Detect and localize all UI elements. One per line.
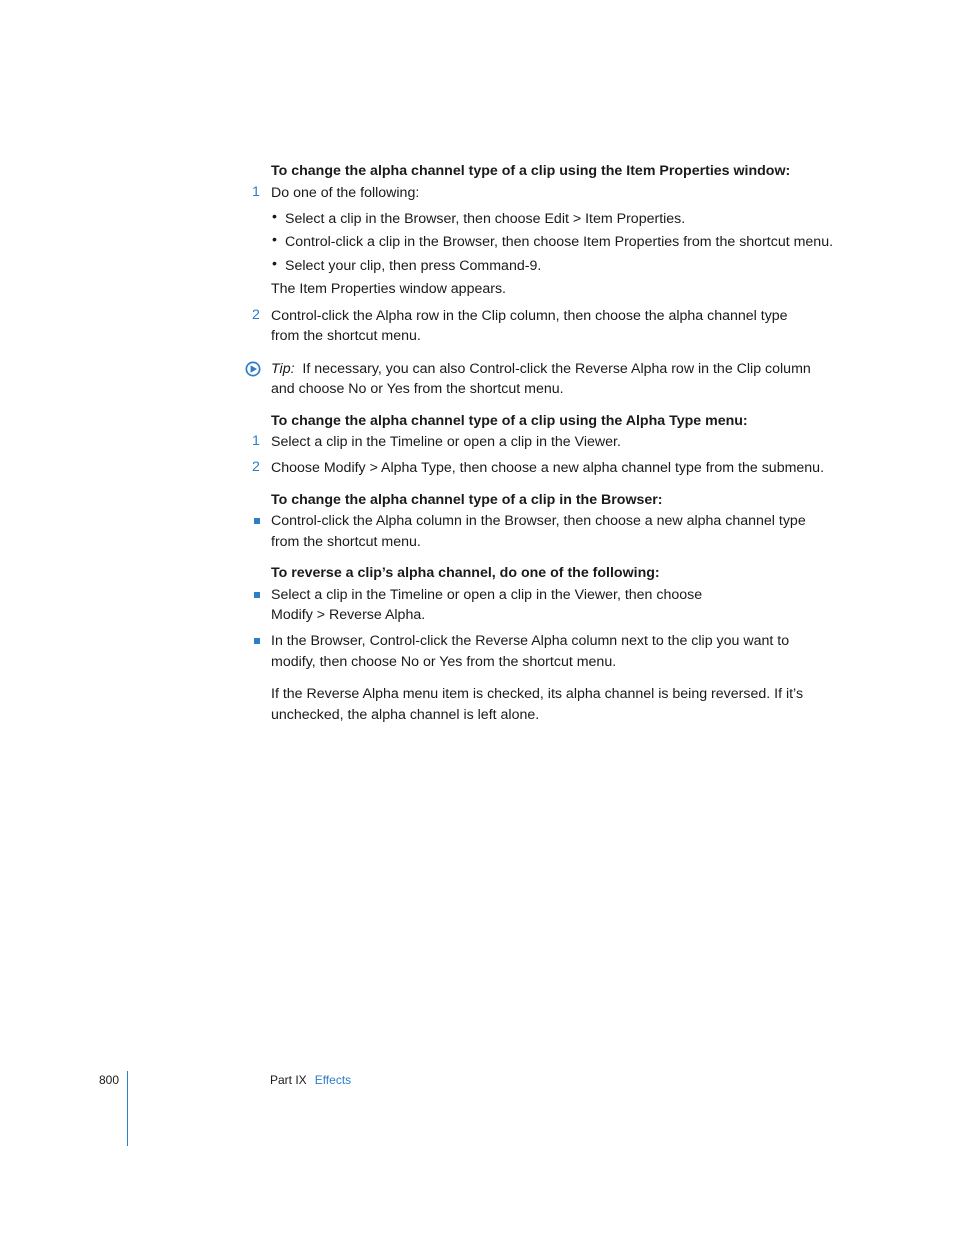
- bullet-dot: •: [272, 256, 277, 272]
- tip-label: Tip:: [271, 361, 295, 377]
- bullet-dot: •: [272, 209, 277, 225]
- bullet-item: Control-click a clip in the Browser, then choose Item Properties from the shortcut menu.: [285, 234, 834, 250]
- note-text: If the Reverse Alpha menu item is checked, its alpha channel is being reversed. If it’s: [271, 686, 804, 702]
- section-heading-reverse-alpha: To reverse a clip’s alpha channel, do one of the following:: [271, 565, 660, 581]
- task-item-continued: modify, then choose No or Yes from the shortcut menu.: [271, 654, 617, 670]
- section-heading-alpha-type-menu: To change the alpha channel type of a clip using the Alpha Type menu:: [271, 413, 748, 429]
- tip-text-continued: and choose No or Yes from the shortcut menu.: [271, 381, 564, 397]
- bullet-item: Select a clip in the Browser, then choose Edit > Item Properties.: [285, 211, 686, 227]
- task-item: In the Browser, Control-click the Reverse Alpha column next to the clip you want to: [271, 633, 790, 649]
- square-bullet-icon: [254, 518, 260, 524]
- footer-part-label: Part IX: [270, 1073, 307, 1087]
- tip-arrow-icon: [245, 361, 261, 377]
- footer-divider: [127, 1071, 128, 1146]
- bullet-item: Select your clip, then press Command-9.: [285, 258, 542, 274]
- step-text-continued: from the shortcut menu.: [271, 328, 421, 344]
- step-number: 1: [252, 184, 260, 200]
- task-item-continued: from the shortcut menu.: [271, 534, 421, 550]
- square-bullet-icon: [254, 592, 260, 598]
- result-text: The Item Properties window appears.: [271, 281, 506, 297]
- note-text-continued: unchecked, the alpha channel is left alone.: [271, 707, 540, 723]
- bullet-dot: •: [272, 232, 277, 248]
- tip-line: [271, 359, 811, 380]
- footer-breadcrumb: [270, 1073, 351, 1087]
- page-number: 800: [99, 1073, 120, 1087]
- footer-section-link[interactable]: Effects: [314, 1073, 352, 1087]
- task-item: Select a clip in the Timeline or open a clip in the Viewer, then choose: [271, 587, 703, 603]
- step-text: Control-click the Alpha row in the Clip column, then choose the alpha channel type: [271, 308, 788, 324]
- step-text: Select a clip in the Timeline or open a clip in the Viewer.: [271, 434, 621, 450]
- step-number: 2: [252, 307, 260, 323]
- section-heading-item-properties: To change the alpha channel type of a clip using the Item Properties window:: [271, 163, 791, 179]
- step-text: Do one of the following:: [271, 185, 420, 201]
- step-text: Choose Modify > Alpha Type, then choose a new alpha channel type from the submenu.: [271, 460, 825, 476]
- task-item-continued: Modify > Reverse Alpha.: [271, 607, 426, 623]
- step-number: 1: [252, 433, 260, 449]
- task-item: Control-click the Alpha column in the Browser, then choose a new alpha channel type: [271, 513, 806, 529]
- step-number: 2: [252, 459, 260, 475]
- section-heading-browser: To change the alpha channel type of a clip in the Browser:: [271, 492, 663, 508]
- square-bullet-icon: [254, 638, 260, 644]
- tip-text: If necessary, you can also Control-click the Reverse Alpha row in the Clip column: [302, 361, 811, 377]
